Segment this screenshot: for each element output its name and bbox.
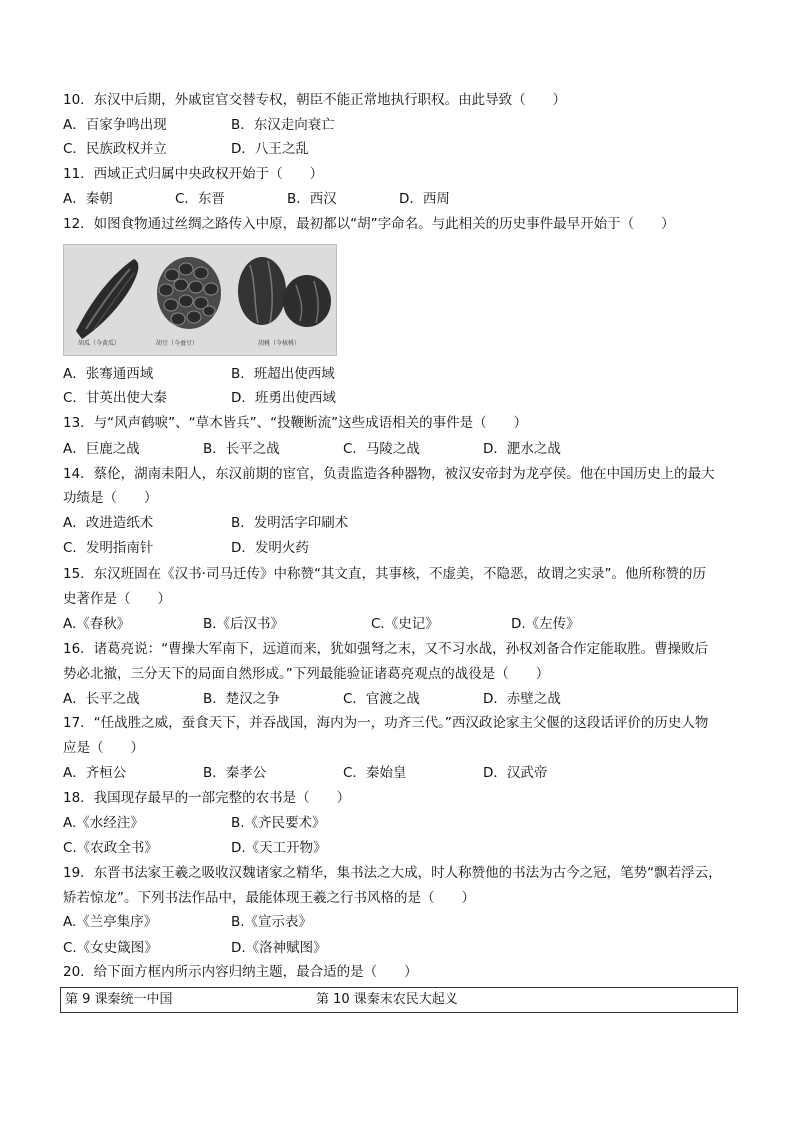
q10-option-d[interactable]: D．八王之乱: [231, 141, 309, 157]
question-16-stem: 16．诸葛亮说：“曹操大军南下，远道而来，犹如强弩之末，又不习水战，孙权刘备合作定能取胜。曹操败后: [63, 641, 709, 657]
q13-option-b[interactable]: B．长平之战: [203, 441, 280, 457]
q11-option-a[interactable]: A．秦朝: [63, 191, 113, 207]
q17-option-d[interactable]: D．汉武帝: [483, 765, 548, 781]
food-photo: [63, 244, 337, 356]
question-15-stem-cont: 史著作是（ ）: [63, 591, 171, 607]
q19-option-d[interactable]: D.《洛神赋图》: [231, 940, 327, 956]
question-17-stem: 17．“任战胜之威，蚕食天下，并吞战国，海内为一，功齐三代。”西汉政论家主父偃的这段话评价的历史人物: [63, 715, 709, 731]
beans-shape: [157, 257, 221, 329]
question-16-stem-cont: 势必北撤，三分天下的局面自然形成。”下列最能验证诸葛亮观点的战役是（ ）: [63, 666, 550, 682]
q13-option-a[interactable]: A．巨鹿之战: [63, 441, 140, 457]
q12-option-d[interactable]: D．班勇出使西域: [231, 390, 336, 406]
box-item-lesson-10: 第 10 课秦末农民大起义: [316, 992, 458, 1007]
question-19-stem-cont: 矫若惊龙”。下列书法作品中，最能体现王羲之行书风格的是（ ）: [63, 890, 475, 906]
q18-option-d[interactable]: D.《天工开物》: [231, 840, 327, 856]
question-15-stem: 15．东汉班固在《汉书·司马迁传》中称赞“其文直，其事核，不虚美，不隐恶，故谓之实录”。他所称赞的历: [63, 566, 706, 582]
cucumber-shape: [76, 259, 138, 339]
q10-option-c[interactable]: C．民族政权并立: [63, 141, 167, 157]
q10-option-a[interactable]: A．百家争鸣出现: [63, 117, 167, 133]
q14-option-c[interactable]: C．发明指南针: [63, 540, 154, 556]
question-12-stem: 12．如图食物通过丝绸之路传入中原，最初都以“胡”字命名。与此相关的历史事件最早开始于（ ）: [63, 216, 675, 232]
q19-option-a[interactable]: A.《兰亭集序》: [63, 914, 158, 930]
q15-option-a[interactable]: A.《春秋》: [63, 616, 131, 632]
caption-cucumber: 胡瓜（今黄瓜）: [78, 340, 121, 347]
q16-option-a[interactable]: A．长平之战: [63, 691, 140, 707]
q16-option-c[interactable]: C．官渡之战: [343, 691, 420, 707]
q18-option-b[interactable]: B.《齐民要术》: [231, 815, 326, 831]
question-10-stem: 10．东汉中后期，外戚宦官交替专权，朝臣不能正常地执行职权。由此导致（ ）: [63, 92, 567, 108]
question-19-stem: 19．东晋书法家王羲之吸收汉魏诸家之精华，集书法之大成，时人称赞他的书法为古今之冠，笔势“飘若浮云，: [63, 865, 722, 881]
q15-option-d[interactable]: D.《左传》: [511, 616, 580, 632]
question-17-stem-cont: 应是（ ）: [63, 740, 144, 756]
q17-option-c[interactable]: C．秦始皇: [343, 765, 407, 781]
q18-option-a[interactable]: A.《水经注》: [63, 815, 144, 831]
q19-option-b[interactable]: B.《宣示表》: [231, 914, 313, 930]
walnuts-shape: [238, 257, 331, 327]
q11-option-c[interactable]: C．东晋: [175, 191, 225, 207]
q16-option-d[interactable]: D．赤壁之战: [483, 691, 561, 707]
q12-option-c[interactable]: C．甘英出使大秦: [63, 390, 167, 406]
q19-option-c[interactable]: C.《女史箴图》: [63, 940, 158, 956]
q12-option-b[interactable]: B．班超出使西域: [231, 366, 335, 382]
q11-option-d[interactable]: D．西周: [399, 191, 450, 207]
q17-option-b[interactable]: B．秦孝公: [203, 765, 267, 781]
q17-option-a[interactable]: A．齐桓公: [63, 765, 127, 781]
q11-option-b[interactable]: B．西汉: [287, 191, 337, 207]
q13-option-c[interactable]: C．马陵之战: [343, 441, 420, 457]
q15-option-b[interactable]: B.《后汉书》: [203, 616, 285, 632]
topic-box: [60, 987, 738, 1013]
question-11-stem: 11．西域正式归属中央政权开始于（ ）: [63, 166, 324, 182]
q18-option-c[interactable]: C.《农政全书》: [63, 840, 158, 856]
question-20-stem: 20．给下面方框内所示内容归纳主题，最合适的是（ ）: [63, 964, 418, 980]
caption-beans: 胡豆（今蚕豆）: [156, 340, 199, 347]
caption-walnut: 胡桃（今核桃）: [258, 340, 301, 347]
q15-option-c[interactable]: C.《史记》: [371, 616, 439, 632]
question-13-stem: 13．与“风声鹤唳”、“草木皆兵”、“投鞭断流”这些成语相关的事件是（ ）: [63, 415, 528, 431]
q14-option-b[interactable]: B．发明活字印刷术: [231, 515, 349, 531]
question-18-stem: 18．我国现存最早的一部完整的农书是（ ）: [63, 790, 351, 806]
q12-option-a[interactable]: A．张骞通西域: [63, 366, 154, 382]
q14-option-d[interactable]: D．发明火药: [231, 540, 309, 556]
box-item-lesson-9: 第 9 课秦统一中国: [65, 992, 173, 1007]
q10-option-b[interactable]: B．东汉走向衰亡: [231, 117, 335, 133]
q16-option-b[interactable]: B．楚汉之争: [203, 691, 280, 707]
question-14-stem: 14．蔡伦，湖南耒阳人，东汉前期的宦官，负责监造各种器物，被汉安帝封为龙亭侯。他在中国历史上的最大: [63, 466, 715, 482]
question-14-stem-cont: 功绩是（ ）: [63, 490, 158, 506]
q14-option-a[interactable]: A．改进造纸术: [63, 515, 154, 531]
q13-option-d[interactable]: D．淝水之战: [483, 441, 561, 457]
